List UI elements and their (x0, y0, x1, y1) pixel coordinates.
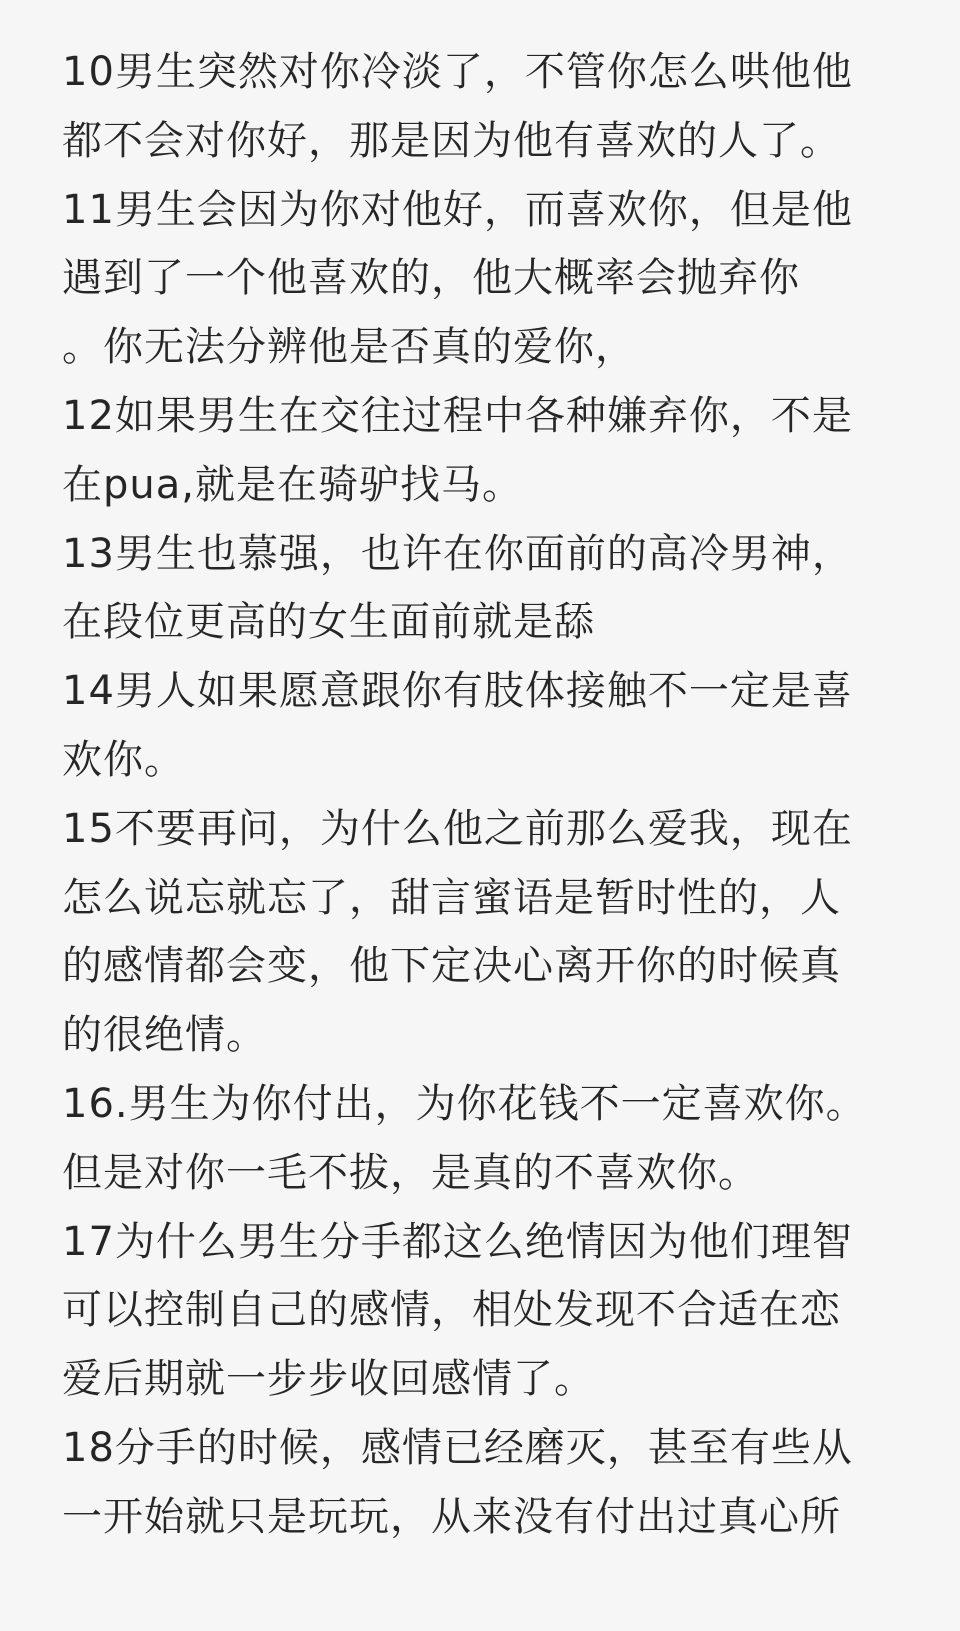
text-block (62, 38, 922, 1552)
text-line-4: 遇到了一个他喜欢的，他大概率会抛弃你 (62, 255, 800, 302)
text-line-5: 。你无法分辨他是否真的爱你， (62, 324, 636, 371)
text-line-7: 在pua,就是在骑驴找马。 (62, 461, 523, 508)
text-line-15: 的很绝情。 (62, 1012, 267, 1059)
text-line-11: 欢你。 (62, 736, 185, 783)
text-line-20: 爱后期就一步步收回感情了。 (62, 1356, 595, 1403)
text-line-3: 11男生会因为你对他好，而喜欢你，但是他 (62, 186, 853, 233)
text-line-21: 18分手的时候，感情已经磨灭，甚至有些从 (62, 1424, 853, 1471)
text-line-19: 可以控制自己的感情，相处发现不合适在恋 (62, 1287, 841, 1334)
text-line-13: 怎么说忘就忘了，甜言蜜语是暂时性的，人 (62, 874, 841, 921)
text-line-10: 14男人如果愿意跟你有肢体接触不一定是喜 (62, 668, 853, 715)
text-line-14: 的感情都会变，他下定决心离开你的时候真 (62, 943, 841, 990)
text-line-18: 17为什么男生分手都这么绝情因为他们理智 (62, 1218, 853, 1265)
text-line-6: 12如果男生在交往过程中各种嫌弃你，不是 (62, 392, 853, 439)
text-line-17: 但是对你一毛不拔，是真的不喜欢你。 (62, 1149, 759, 1196)
text-line-8: 13男生也慕强，也许在你面前的高冷男神， (62, 530, 853, 577)
text-line-9: 在段位更高的女生面前就是舔 (62, 599, 595, 646)
text-line-12: 15不要再问，为什么他之前那么爱我，现在 (62, 805, 853, 852)
text-line-16: 16.男生为你付出，为你花钱不一定喜欢你。 (62, 1080, 867, 1127)
text-line-2: 都不会对你好，那是因为他有喜欢的人了。 (62, 117, 841, 164)
text-line-22: 一开始就只是玩玩，从来没有付出过真心所 (62, 1493, 841, 1540)
text-line-1: 10男生突然对你冷淡了，不管你怎么哄他他 (62, 49, 853, 95)
